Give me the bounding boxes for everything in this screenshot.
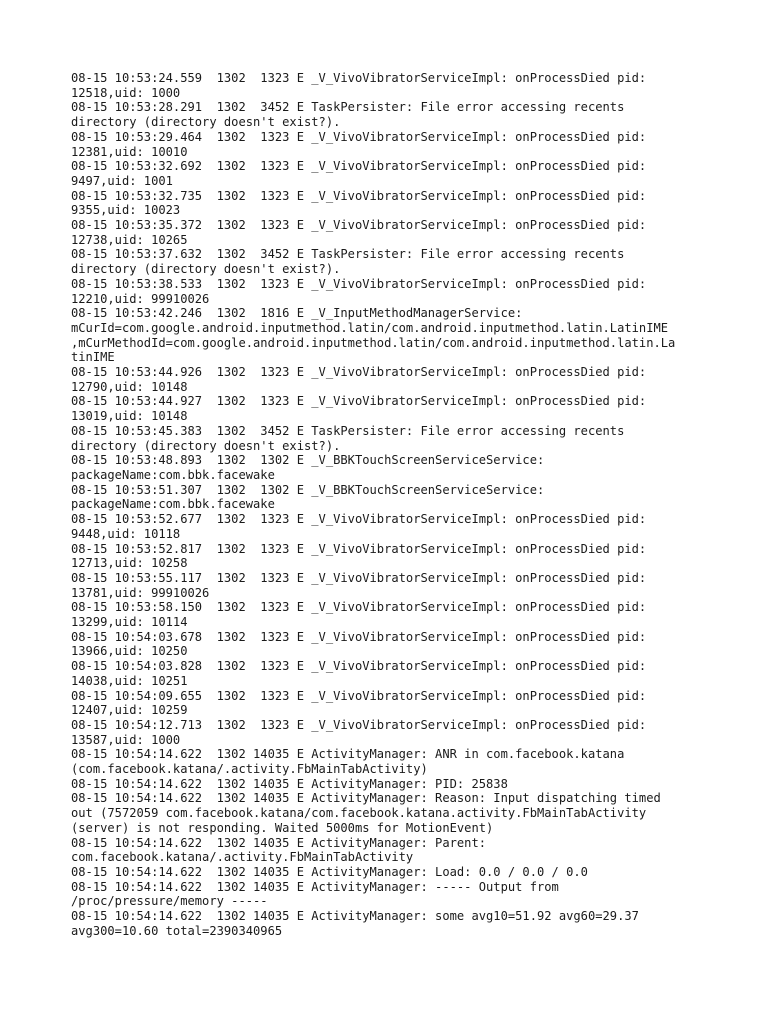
log-line: directory (directory doesn't exist?).	[71, 438, 341, 453]
log-line: 12381,uid: 10010	[71, 144, 188, 159]
log-line: 08-15 10:54:14.622 1302 14035 E ActivityManager: Parent:	[71, 835, 487, 850]
log-line: 12713,uid: 10258	[71, 556, 188, 571]
log-line: 08-15 10:53:44.926 1302 1323 E _V_VivoVibratorServiceImpl: onProcessDied pid:	[71, 365, 647, 380]
log-line: 08-15 10:54:03.828 1302 1323 E _V_VivoVibratorServiceImpl: onProcessDied pid:	[71, 659, 647, 674]
log-line: avg300=10.60 total=2390340965	[71, 923, 283, 938]
log-line: 08-15 10:54:14.622 1302 14035 E ActivityManager: ----- Output from	[71, 879, 559, 894]
log-line: 12407,uid: 10259	[71, 703, 188, 718]
log-line: /proc/pressure/memory -----	[71, 894, 268, 909]
log-line: 08-15 10:54:14.622 1302 14035 E ActivityManager: ANR in com.facebook.katana	[71, 747, 625, 762]
log-line: 08-15 10:53:24.559 1302 1323 E _V_VivoVibratorServiceImpl: onProcessDied pid:	[71, 71, 647, 85]
log-line: 08-15 10:53:35.372 1302 1323 E _V_VivoVibratorServiceImpl: onProcessDied pid:	[71, 218, 647, 233]
log-line: out (7572059 com.facebook.katana/com.facebook.katana.activity.FbMainTabActivity	[71, 806, 647, 821]
log-line: 08-15 10:54:03.678 1302 1323 E _V_VivoVibratorServiceImpl: onProcessDied pid:	[71, 629, 647, 644]
log-line: 08-15 10:53:58.150 1302 1323 E _V_VivoVibratorServiceImpl: onProcessDied pid:	[71, 600, 647, 615]
log-line: 13587,uid: 1000	[71, 732, 181, 747]
log-line: 08-15 10:53:32.692 1302 1323 E _V_VivoVibratorServiceImpl: onProcessDied pid:	[71, 159, 647, 174]
log-line: 08-15 10:53:37.632 1302 3452 E TaskPersister: File error accessing recents	[71, 247, 625, 262]
log-document	[71, 71, 711, 938]
log-line: 08-15 10:54:14.622 1302 14035 E ActivityManager: PID: 25838	[71, 776, 508, 791]
log-line: 08-15 10:53:45.383 1302 3452 E TaskPersister: File error accessing recents	[71, 423, 625, 438]
log-line: (server) is not responding. Waited 5000ms for MotionEvent)	[71, 820, 494, 835]
log-line: mCurId=com.google.android.inputmethod.latin/com.android.inputmethod.latin.LatinIME	[71, 320, 669, 335]
log-line: tinIME	[71, 350, 115, 365]
log-line: 08-15 10:53:32.735 1302 1323 E _V_VivoVibratorServiceImpl: onProcessDied pid:	[71, 188, 647, 203]
log-line: 08-15 10:53:28.291 1302 3452 E TaskPersister: File error accessing recents	[71, 100, 625, 115]
log-line: directory (directory doesn't exist?).	[71, 262, 341, 277]
log-line: 08-15 10:53:42.246 1302 1816 E _V_InputMethodManagerService:	[71, 306, 523, 321]
log-line: packageName:com.bbk.facewake	[71, 497, 275, 512]
log-line: 08-15 10:54:14.622 1302 14035 E ActivityManager: Reason: Input dispatching timed	[71, 791, 661, 806]
log-line: 12210,uid: 99910026	[71, 291, 210, 306]
log-line: 13299,uid: 10114	[71, 615, 188, 630]
log-line: 08-15 10:54:14.622 1302 14035 E ActivityManager: some avg10=51.92 avg60=29.37	[71, 909, 639, 924]
log-line: directory (directory doesn't exist?).	[71, 115, 341, 130]
log-line: 12738,uid: 10265	[71, 232, 188, 247]
log-line: 08-15 10:53:38.533 1302 1323 E _V_VivoVibratorServiceImpl: onProcessDied pid:	[71, 276, 647, 291]
log-line: 13019,uid: 10148	[71, 409, 188, 424]
log-line: 08-15 10:54:09.655 1302 1323 E _V_VivoVibratorServiceImpl: onProcessDied pid:	[71, 688, 647, 703]
log-line: 12790,uid: 10148	[71, 379, 188, 394]
log-line: 08-15 10:53:52.677 1302 1323 E _V_VivoVibratorServiceImpl: onProcessDied pid:	[71, 512, 647, 527]
log-line: 08-15 10:53:44.927 1302 1323 E _V_VivoVibratorServiceImpl: onProcessDied pid:	[71, 394, 647, 409]
log-line: packageName:com.bbk.facewake	[71, 467, 275, 482]
log-line: 9448,uid: 10118	[71, 526, 181, 541]
log-line: 12518,uid: 1000	[71, 85, 181, 100]
log-line: ,mCurMethodId=com.google.android.inputmethod.latin/com.android.inputmethod.latin.La	[71, 335, 676, 350]
log-line: 13966,uid: 10250	[71, 644, 188, 659]
log-line: 08-15 10:53:29.464 1302 1323 E _V_VivoVibratorServiceImpl: onProcessDied pid:	[71, 129, 647, 144]
log-line: com.facebook.katana/.activity.FbMainTabActivity	[71, 850, 414, 865]
log-line: 08-15 10:53:51.307 1302 1302 E _V_BBKTouchScreenServiceService:	[71, 482, 545, 497]
log-line: 14038,uid: 10251	[71, 673, 188, 688]
log-line: (com.facebook.katana/.activity.FbMainTabActivity)	[71, 762, 428, 777]
log-line: 08-15 10:53:48.893 1302 1302 E _V_BBKTouchScreenServiceService:	[71, 453, 545, 468]
log-line: 13781,uid: 99910026	[71, 585, 210, 600]
log-line: 08-15 10:54:14.622 1302 14035 E ActivityManager: Load: 0.0 / 0.0 / 0.0	[71, 864, 588, 879]
log-line: 9355,uid: 10023	[71, 203, 181, 218]
log-line: 08-15 10:54:12.713 1302 1323 E _V_VivoVibratorServiceImpl: onProcessDied pid:	[71, 717, 647, 732]
log-line: 9497,uid: 1001	[71, 173, 173, 188]
log-line: 08-15 10:53:55.117 1302 1323 E _V_VivoVibratorServiceImpl: onProcessDied pid:	[71, 570, 647, 585]
log-line: 08-15 10:53:52.817 1302 1323 E _V_VivoVibratorServiceImpl: onProcessDied pid:	[71, 541, 647, 556]
